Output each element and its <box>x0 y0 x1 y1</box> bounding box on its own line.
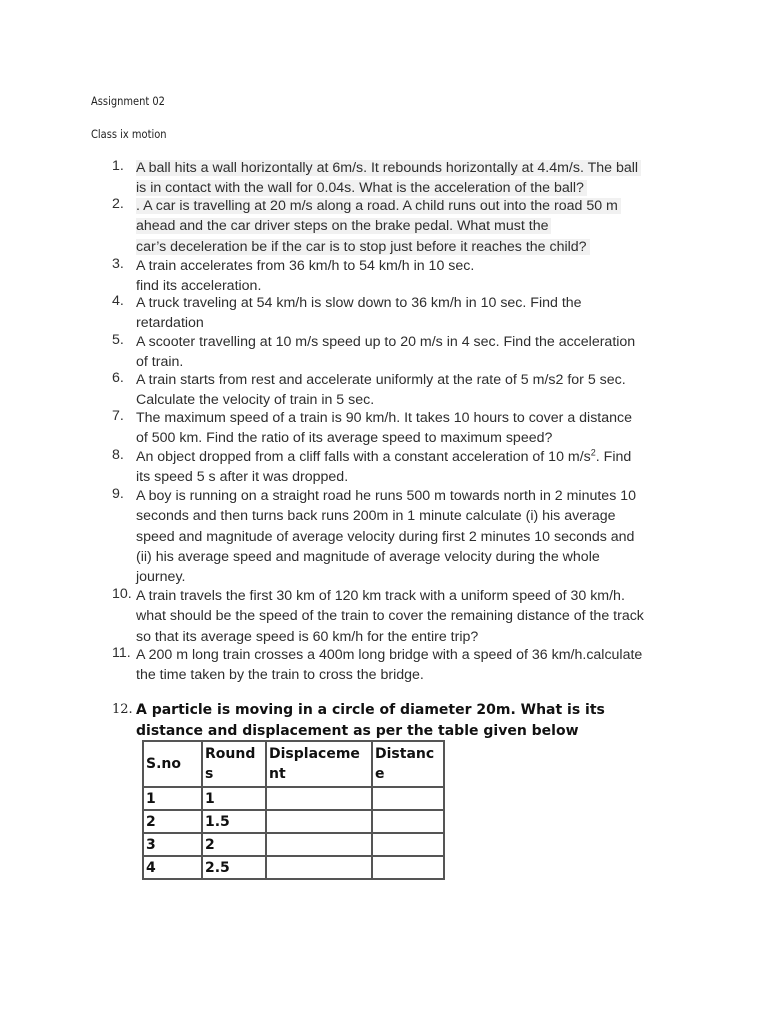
table-cell: 4 <box>143 856 202 879</box>
question-number: 4. <box>112 293 124 309</box>
question-number: 3. <box>112 256 124 272</box>
question-line: A train starts from rest and accelerate uniformly at the rate of 5 m/s2 for 5 sec. <box>136 372 626 388</box>
question-line: A train travels the first 30 km of 120 km track with a uniform speed of 30 km/h. <box>136 588 625 604</box>
question-line: The maximum speed of a train is 90 km/h. It takes 10 hours to cover a distance <box>136 410 633 426</box>
table-row <box>143 810 444 833</box>
question-line: A scooter travelling at 10 m/s speed up to 20 m/s in 4 sec. Find the acceleration <box>136 334 636 350</box>
table-cell: 3 <box>143 833 202 856</box>
table-cell <box>266 833 372 856</box>
table-header-cell <box>372 741 444 787</box>
question-number: 2. <box>112 196 124 212</box>
header-text: e <box>375 766 385 782</box>
question-number: 9. <box>112 486 124 502</box>
question-line: An object dropped from a cliff falls with a constant acceleration of 10 m/s <box>136 449 591 465</box>
question-line: A 200 m long train crosses a 400m long bridge with a speed of 36 km/h.calculate <box>136 647 643 663</box>
question-number: 7. <box>112 408 124 424</box>
question-line: find its acceleration. <box>136 278 262 295</box>
table-row <box>143 833 444 856</box>
question-line: distance and displacement as per the table given below <box>136 722 579 739</box>
question-line: A truck traveling at 54 km/h is slow down to 36 km/h in 10 sec. Find the <box>136 295 582 311</box>
table-cell <box>372 787 444 810</box>
table-cell <box>266 787 372 810</box>
table-row <box>143 856 444 879</box>
question-line: A boy is running on a straight road he runs 500 m towards north in 2 minutes 10 <box>136 488 637 504</box>
table-cell: 2.5 <box>202 856 266 879</box>
question-line: of 500 km. Find the ratio of its average speed to maximum speed? <box>136 430 553 447</box>
question-line: . A car is travelling at 20 m/s along a road. A child runs out into the road 50 m <box>136 198 621 214</box>
answer-table <box>142 740 445 880</box>
question-number: 12. <box>112 702 133 717</box>
table-cell <box>266 810 372 833</box>
question-number: 8. <box>112 447 124 463</box>
table-cell: 1 <box>143 787 202 810</box>
question-line: car’s deceleration be if the car is to stop just before it reaches the child? <box>136 239 590 255</box>
question-line: journey. <box>136 569 186 586</box>
header-text: s <box>205 766 214 782</box>
question-number: 10. <box>112 586 132 602</box>
question-number: 1. <box>112 158 124 174</box>
question-line: the time taken by the train to cross the bridge. <box>136 667 424 684</box>
table-cell: 2 <box>202 833 266 856</box>
question-line: of train. <box>136 354 184 371</box>
question-line-tail: . Find <box>595 449 632 465</box>
header-text: S.no <box>146 756 181 772</box>
question-line: what should be the speed of the train to cover the remaining distance of the track <box>136 608 644 625</box>
superscript: 2 <box>590 447 596 458</box>
question-line: seconds and then turns back runs 200m in 1 minute calculate (i) his average <box>136 508 616 525</box>
question-line: A ball hits a wall horizontally at 6m/s. It rebounds horizontally at 4.4m/s. The ball <box>136 160 641 176</box>
question-number: 6. <box>112 370 124 386</box>
question-line: is in contact with the wall for 0.04s. What is the acceleration of the ball? <box>136 180 587 196</box>
question-line: (ii) his average speed and magnitude of average velocity during the whole <box>136 548 600 565</box>
header-text: Distanc <box>375 746 435 762</box>
header-text: Round <box>205 746 256 762</box>
question-line: A particle is moving in a circle of diameter 20m. What is its <box>136 702 605 718</box>
question-line: A train accelerates from 36 km/h to 54 km/h in 10 sec. <box>136 258 475 274</box>
question-number: 11. <box>112 645 131 661</box>
table-header-row <box>143 741 444 787</box>
header-text: Displaceme <box>269 746 360 762</box>
table-row <box>143 787 444 810</box>
question-line: ahead and the car driver steps on the brake pedal. What must the <box>136 218 551 234</box>
assignment-title: Assignment 02 <box>91 94 165 108</box>
question-line: Calculate the velocity of train in 5 sec. <box>136 392 375 409</box>
question-line: speed and magnitude of average velocity during first 2 minutes 10 seconds and <box>136 528 635 545</box>
header-text: nt <box>269 766 286 782</box>
table-cell: 1.5 <box>202 810 266 833</box>
table-header-cell <box>143 741 202 787</box>
table-header-cell <box>266 741 372 787</box>
table-cell <box>266 856 372 879</box>
class-subtitle: Class ix motion <box>91 127 167 141</box>
table-cell: 1 <box>202 787 266 810</box>
table-cell <box>372 833 444 856</box>
table-cell <box>372 810 444 833</box>
question-line: retardation <box>136 315 204 332</box>
question-line: so that its average speed is 60 km/h for the entire trip? <box>136 628 479 645</box>
question-line: its speed 5 s after it was dropped. <box>136 469 349 486</box>
table-header-cell <box>202 741 266 787</box>
table-cell: 2 <box>143 810 202 833</box>
table-cell <box>372 856 444 879</box>
question-number: 5. <box>112 332 124 348</box>
